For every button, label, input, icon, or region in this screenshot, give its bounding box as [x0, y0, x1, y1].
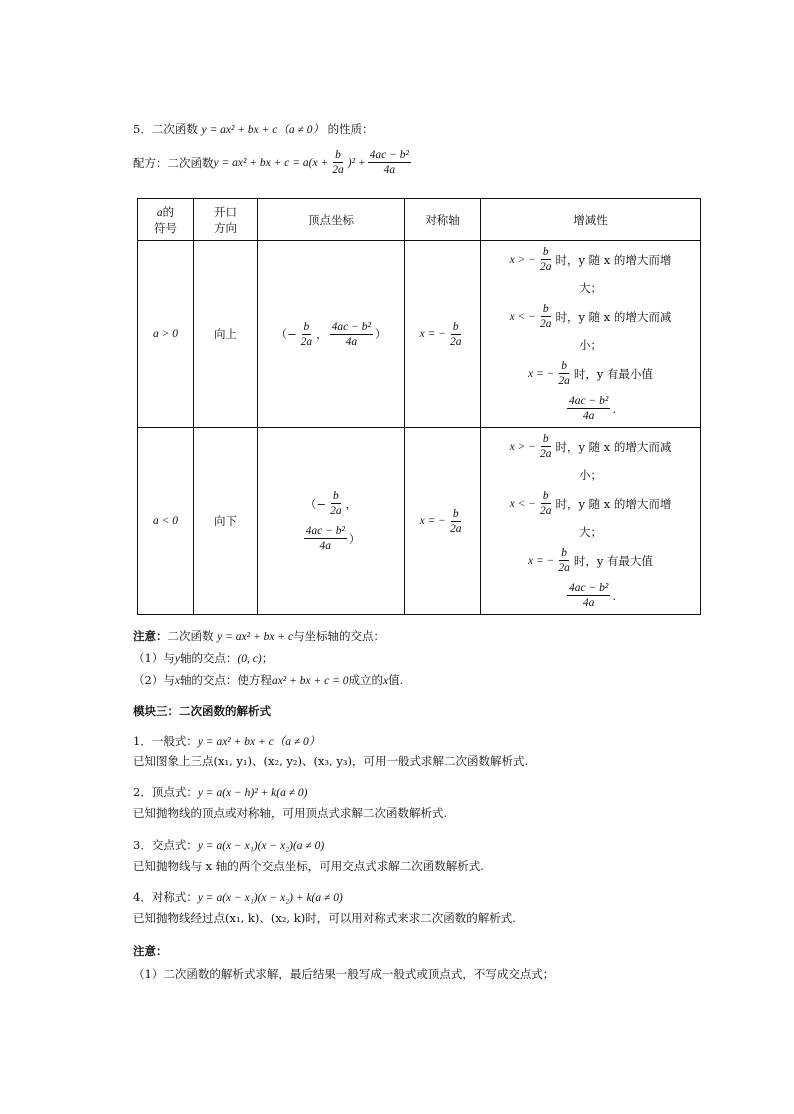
form1-desc: 已知图象上三点(x₁, y₁)、(x₂, y₂)、(x₃, y₃)，可用一般式求解二次函数解析式. [133, 754, 529, 768]
row1-axis: x = − $\frac{b}{2a}$ [405, 241, 481, 428]
row2-axis: x = − $\frac{b}{2a}$ [405, 428, 481, 615]
peifang-frac2: $\frac{\text{4ac − b²}}{4a}$ [369, 149, 409, 176]
row1-direction: 向上 [194, 241, 258, 428]
row1-vertex: （− $\frac{b}{2a}$ ， $\frac{\text{4ac − b²}}{4a}$ ） [258, 241, 405, 428]
properties-table [137, 198, 701, 615]
form2-title-line: 2．顶点式：y = a(x − h)² + k(a ≠ 0) [133, 785, 308, 799]
header-axis: 对称轴 [405, 199, 481, 241]
row2-sign: a < 0 [138, 428, 194, 615]
row2-direction: 向下 [194, 428, 258, 615]
note1-label: 注意： [133, 629, 168, 643]
form3-title-line: 3．交点式：y = a(x − x₁)(x − x₂)(a ≠ 0) [133, 838, 325, 852]
table-header-row [138, 199, 701, 241]
form2-desc: 已知抛物线的顶点或对称轴，可用顶点式求解二次函数解析式. [133, 806, 448, 820]
module3-title: 模块三：二次函数的解析式 [133, 704, 271, 718]
peifang-mid: )² + [347, 156, 366, 169]
section5-formula: y = ax² + bx + c（a ≠ 0） [201, 124, 324, 136]
form3-desc: 已知抛物线与 x 轴的两个交点坐标，可用交点式求解二次函数解析式. [133, 859, 484, 873]
form4-desc: 已知抛物线经过点(x₁, k)、(x₂, k)时，可以用对称式来求二次函数的解析式. [133, 911, 516, 925]
header-vertex: 顶点坐标 [258, 199, 405, 241]
section5-line [133, 121, 374, 137]
form4-formula: y = a(x − x₁)(x − x₂) + k(a ≠ 0) [197, 892, 343, 904]
form1-formula: y = ax² + bx + c（a ≠ 0） [197, 736, 321, 748]
header-sign: a的 符号 [138, 199, 194, 241]
note2-label: 注意： [133, 944, 168, 958]
row2-monotonic: x > − $\frac{b}{2a}$ 时，y 随 x 的增大而减 小； x < − $\frac{b}{2a}$ 时，y 随 x 的增大而增 大； x = − $\frac{b}{2a}$ 时，y 有最大值 $\frac{\text{4ac − b²}}{4a}$ . [481, 428, 701, 615]
form3-formula: y = a(x − x₁)(x − x₂)(a ≠ 0) [197, 840, 325, 852]
header-open: 开口 方向 [194, 199, 258, 241]
section5-suffix: 的性质： [327, 122, 374, 136]
note1-formula: y = ax² + bx + c [217, 631, 294, 643]
peifang-line [133, 148, 413, 177]
note1-item1: （1）与y轴的交点：(0, c)； [133, 651, 274, 665]
note1-line: 注意：二次函数 y = ax² + bx + c与坐标轴的交点： [133, 629, 386, 643]
form1-title-line: 1．一般式：y = ax² + bx + c（a ≠ 0） [133, 734, 321, 748]
table-row [138, 241, 701, 428]
peifang-lhs: y = ax² + bx + c = a(x + [213, 156, 329, 169]
form2-formula: y = a(x − h)² + k(a ≠ 0) [197, 787, 308, 799]
peifang-frac: $\frac{b}{2a}$ [332, 149, 344, 176]
row1-sign: a > 0 [138, 241, 194, 428]
note2-item1: （1）二次函数的解析式求解，最后结果一般写成一般式或顶点式，不写成交点式； [133, 967, 555, 981]
note1-item2: （2）与x轴的交点：使方程ax² + bx + c = 0成立的x值. [133, 673, 404, 687]
row2-vertex: （− $\frac{b}{2a}$ ， $\frac{\text{4ac − b²}}{4a}$ ） [258, 428, 405, 615]
header-monotonic: 增减性 [481, 199, 701, 241]
section5-prefix: 5．二次函数 [133, 122, 198, 136]
table-row [138, 428, 701, 615]
form4-title-line: 4．对称式：y = a(x − x₁)(x − x₂) + k(a ≠ 0) [133, 890, 343, 904]
peifang-prefix: 配方：二次函数 [133, 155, 214, 170]
row1-monotonic: x > − $\frac{b}{2a}$ 时，y 随 x 的增大而增 大； x < − $\frac{b}{2a}$ 时，y 随 x 的增大而减 小； x = − $\frac{b}{2a}$ 时，y 有最小值 $\frac{\text{4ac − b²}}{4a}$ . [481, 241, 701, 428]
